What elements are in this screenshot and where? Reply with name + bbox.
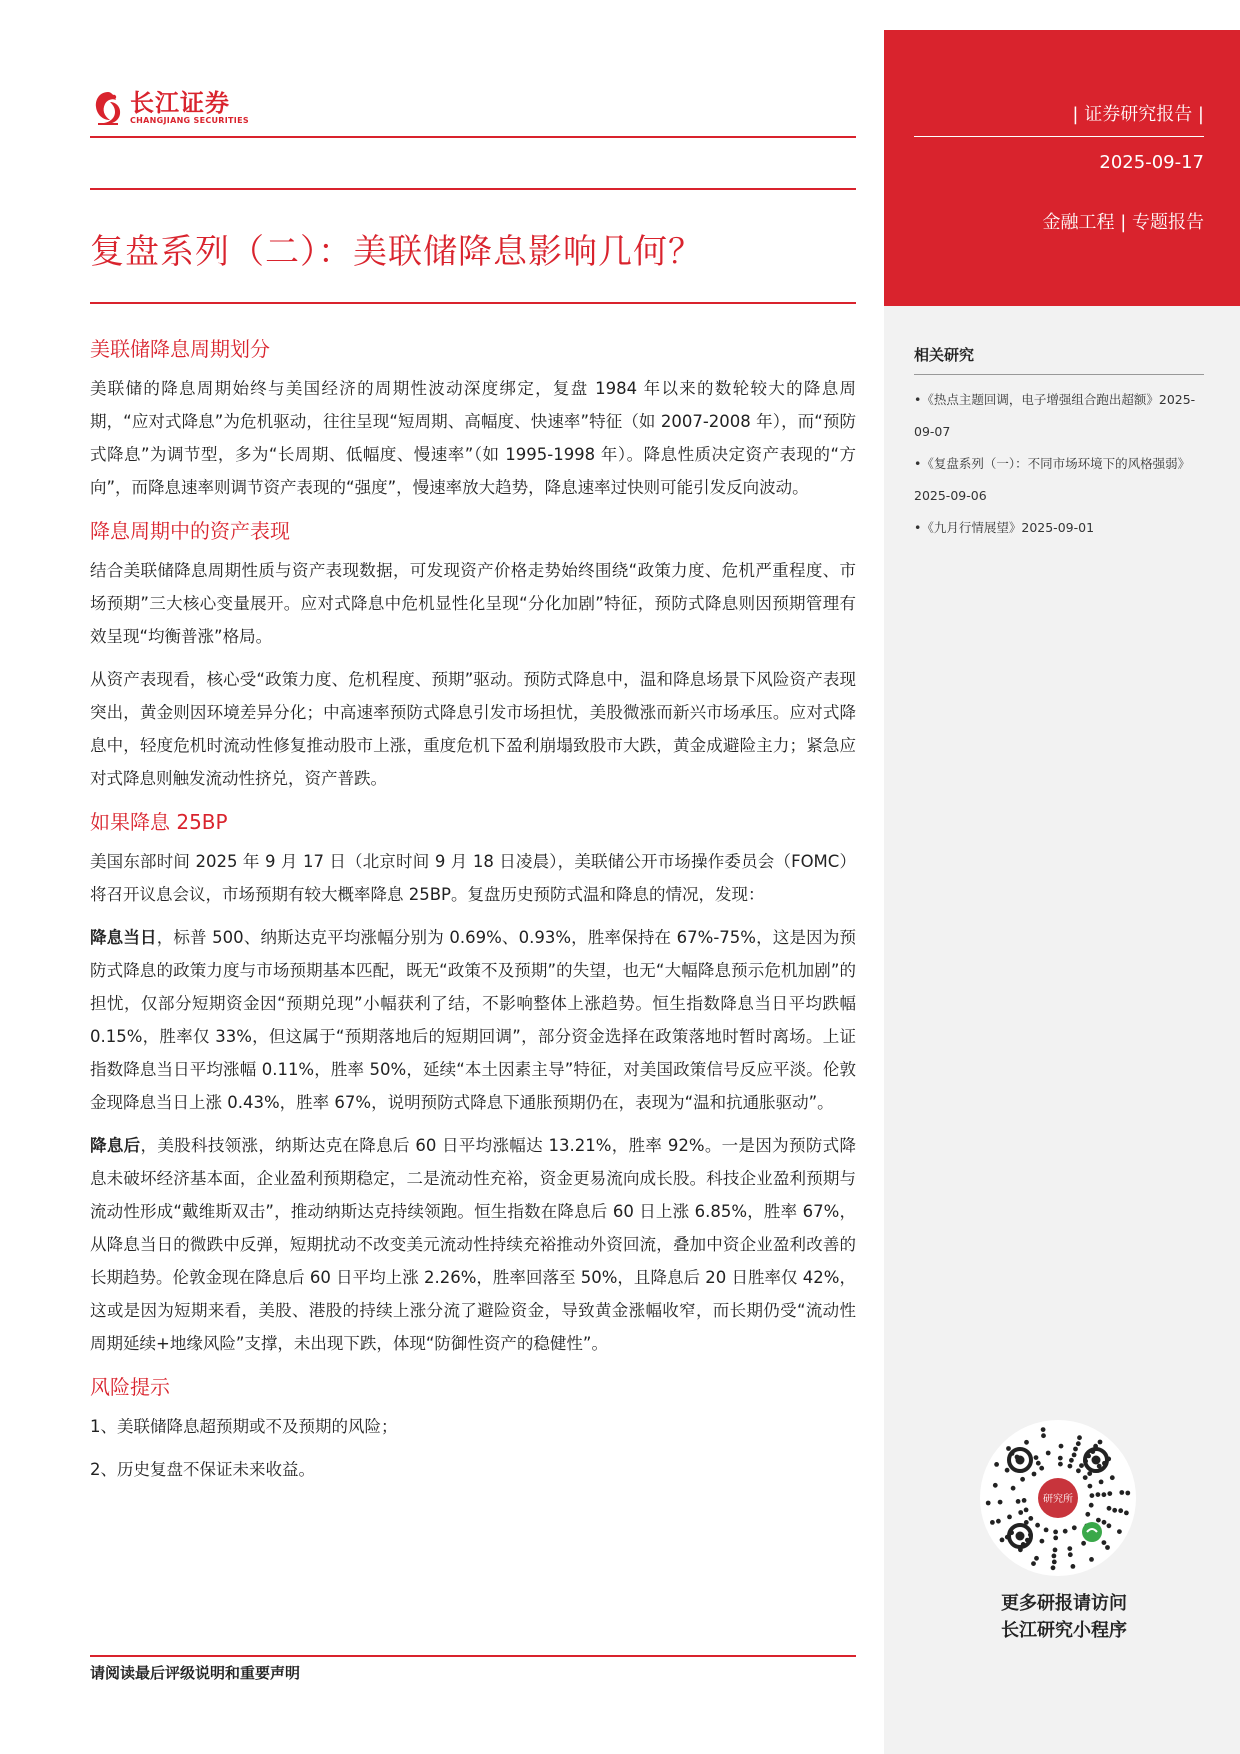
report-type-label: | 证券研究报告 | — [1072, 104, 1204, 125]
header-rule-title-bottom — [90, 302, 856, 304]
paragraph-body: ，标普 500、纳斯达克平均涨幅分别为 0.69%、0.93%，胜率保持在 67%-75%，这是因为预防式降息的政策力度与市场预期基本匹配，既无“政策不及预期”的失望，也无“大幅降息预示危机加剧”的担忧，仅部分短期资金因“预期兑现”小幅获利了结，不影响整体上涨趋势。恒生指数降息当日平均跌幅 0.15%，胜率仅 33%，但这属于“预期落地后的短期回调”，部分资金选择在政策落地时暂时离场。上证指数降息当日平均涨幅 0.11%，胜率 50%，延续“本土因素主导”特征，对美国政策信号反应平淡。伦敦金现降息当日上涨 0.43%，胜率 67%，说明预防式降息下通胀预期仍在，表现为“温和抗通胀驱动”。 — [90, 928, 856, 1112]
related-research-rule — [914, 374, 1204, 375]
paragraph-body: ，美股科技领涨，纳斯达克在降息后 60 日平均涨幅达 13.21%，胜率 92%。一是因为预防式降息未破坏经济基本面，企业盈利预期稳定，二是流动性充裕，资金更易流向成长股。科技企业盈利预期与流动性形成“戴维斯双击”，推动纳斯达克持续领跑。恒生指数在降息后 60 日上涨 6.85%，胜率 67%，从降息当日的微跌中反弹，短期扰动不改变美元流动性持续充裕推动外资回流，叠加中资企业盈利改善的长期趋势。伦敦金现在降息后 60 日平均上涨 2.26%，胜率回落至 50%，且降息后 20 日胜率仅 42%，这或是因为短期来看，美股、港股的持续上涨分流了避险资金，导致黄金涨幅收窄，而长期仍受“流动性周期延续+地缘风险”支撑，未出现下跌，体现“防御性资产的稳健性”。 — [90, 1136, 856, 1353]
header-rule-title-top — [90, 188, 856, 190]
header-rule-top — [90, 136, 856, 138]
paragraph: 美联储的降息周期始终与美国经济的周期性波动深度绑定，复盘 1984 年以来的数轮较大的降息周期，“应对式降息”为危机驱动，往往呈现“短周期、高幅度、快速率”特征（如 2007-2008 年），而“预防式降息”为调节型，多为“长周期、低幅度、慢速率”（如 1995-1998 年）。降息性质决定资产表现的“方向”，而降息速率则调节资产表现的“强度”，慢速率放大趋势，降息速率过快则可能引发反向波动。 — [90, 379, 856, 497]
paragraph: 从资产表现看，核心受“政策力度、危机程度、预期”驱动。预防式降息中，温和降息场景下风险资产表现突出，黄金则因环境差异分化；中高速率预防式降息引发市场担忧，美股微涨而新兴市场承压。应对式降息中，轻度危机时流动性修复推动股市上涨，重度危机下盈利崩塌致股市大跌，黄金成避险主力；紧急应对式降息则触发流动性挤兑，资产普跌。 — [90, 670, 856, 788]
wechat-icon — [1082, 1522, 1102, 1542]
qr-badge-text: 研究所 — [1043, 1494, 1073, 1505]
risk-item: 2、历史复盘不保证未来收益。 — [90, 1460, 315, 1479]
section-heading-if-cut-25bp: 如果降息 25BP — [90, 810, 228, 834]
company-logo — [90, 88, 249, 128]
paragraph: 美国东部时间 2025 年 9 月 17 日（北京时间 9 月 18 日凌晨），美联储公开市场操作委员会（FOMC）将召开议息会议，市场预期有较大概率降息 25BP。复盘历史预防式温和降息的情况，发现： — [90, 852, 856, 904]
report-title: 复盘系列（二）：美联储降息影响几何？ — [90, 232, 703, 272]
paragraph — [90, 921, 856, 1119]
related-research-item[interactable]: •《热点主题回调，电子增强组合跑出超额》2025-09-07 — [914, 392, 1196, 439]
logo-name-en: CHANGJIANG SECURITIES — [130, 116, 249, 125]
qr-caption — [964, 1590, 1164, 1644]
section-heading-asset-performance: 降息周期中的资产表现 — [90, 519, 290, 543]
main-content — [90, 336, 856, 1496]
related-research-item[interactable]: •《复盘系列（一）：不同市场环境下的风格强弱》2025-09-06 — [914, 456, 1191, 503]
section-heading-cycle-division: 美联储降息周期划分 — [90, 337, 270, 361]
logo-name-cn: 长江证券 — [130, 89, 230, 117]
related-research-title: 相关研究 — [914, 346, 975, 364]
paragraph-lead: 降息后 — [90, 1136, 141, 1155]
qr-caption-line-2: 长江研究小程序 — [1001, 1620, 1127, 1641]
qr-caption-line-1: 更多研报请访问 — [1001, 1593, 1127, 1614]
qr-code-icon — [980, 1420, 1136, 1576]
report-category: 金融工程 | 专题报告 — [1042, 212, 1204, 233]
footer-disclaimer-link[interactable]: 请阅读最后评级说明和重要声明 — [90, 1664, 301, 1682]
section-heading-risk: 风险提示 — [90, 1375, 170, 1399]
phoenix-logo-icon — [90, 88, 126, 128]
risk-item: 1、美联储降息超预期或不及预期的风险； — [90, 1417, 398, 1436]
footer-rule — [90, 1655, 856, 1657]
report-date: 2025-09-17 — [1099, 152, 1204, 173]
related-research-item[interactable]: •《九月行情展望》2025-09-01 — [914, 520, 1095, 535]
mini-program-qr-code[interactable] — [980, 1420, 1136, 1576]
paragraph-lead: 降息当日 — [90, 928, 157, 947]
related-research-list — [914, 384, 1206, 544]
paragraph — [90, 1129, 856, 1360]
sidebar-rule — [914, 136, 1204, 137]
paragraph: 结合美联储降息周期性质与资产表现数据，可发现资产价格走势始终围绕“政策力度、危机严重程度、市场预期”三大核心变量展开。应对式降息中危机显性化呈现“分化加剧”特征，预防式降息则因预期管理有效呈现“均衡普涨”格局。 — [90, 561, 856, 646]
